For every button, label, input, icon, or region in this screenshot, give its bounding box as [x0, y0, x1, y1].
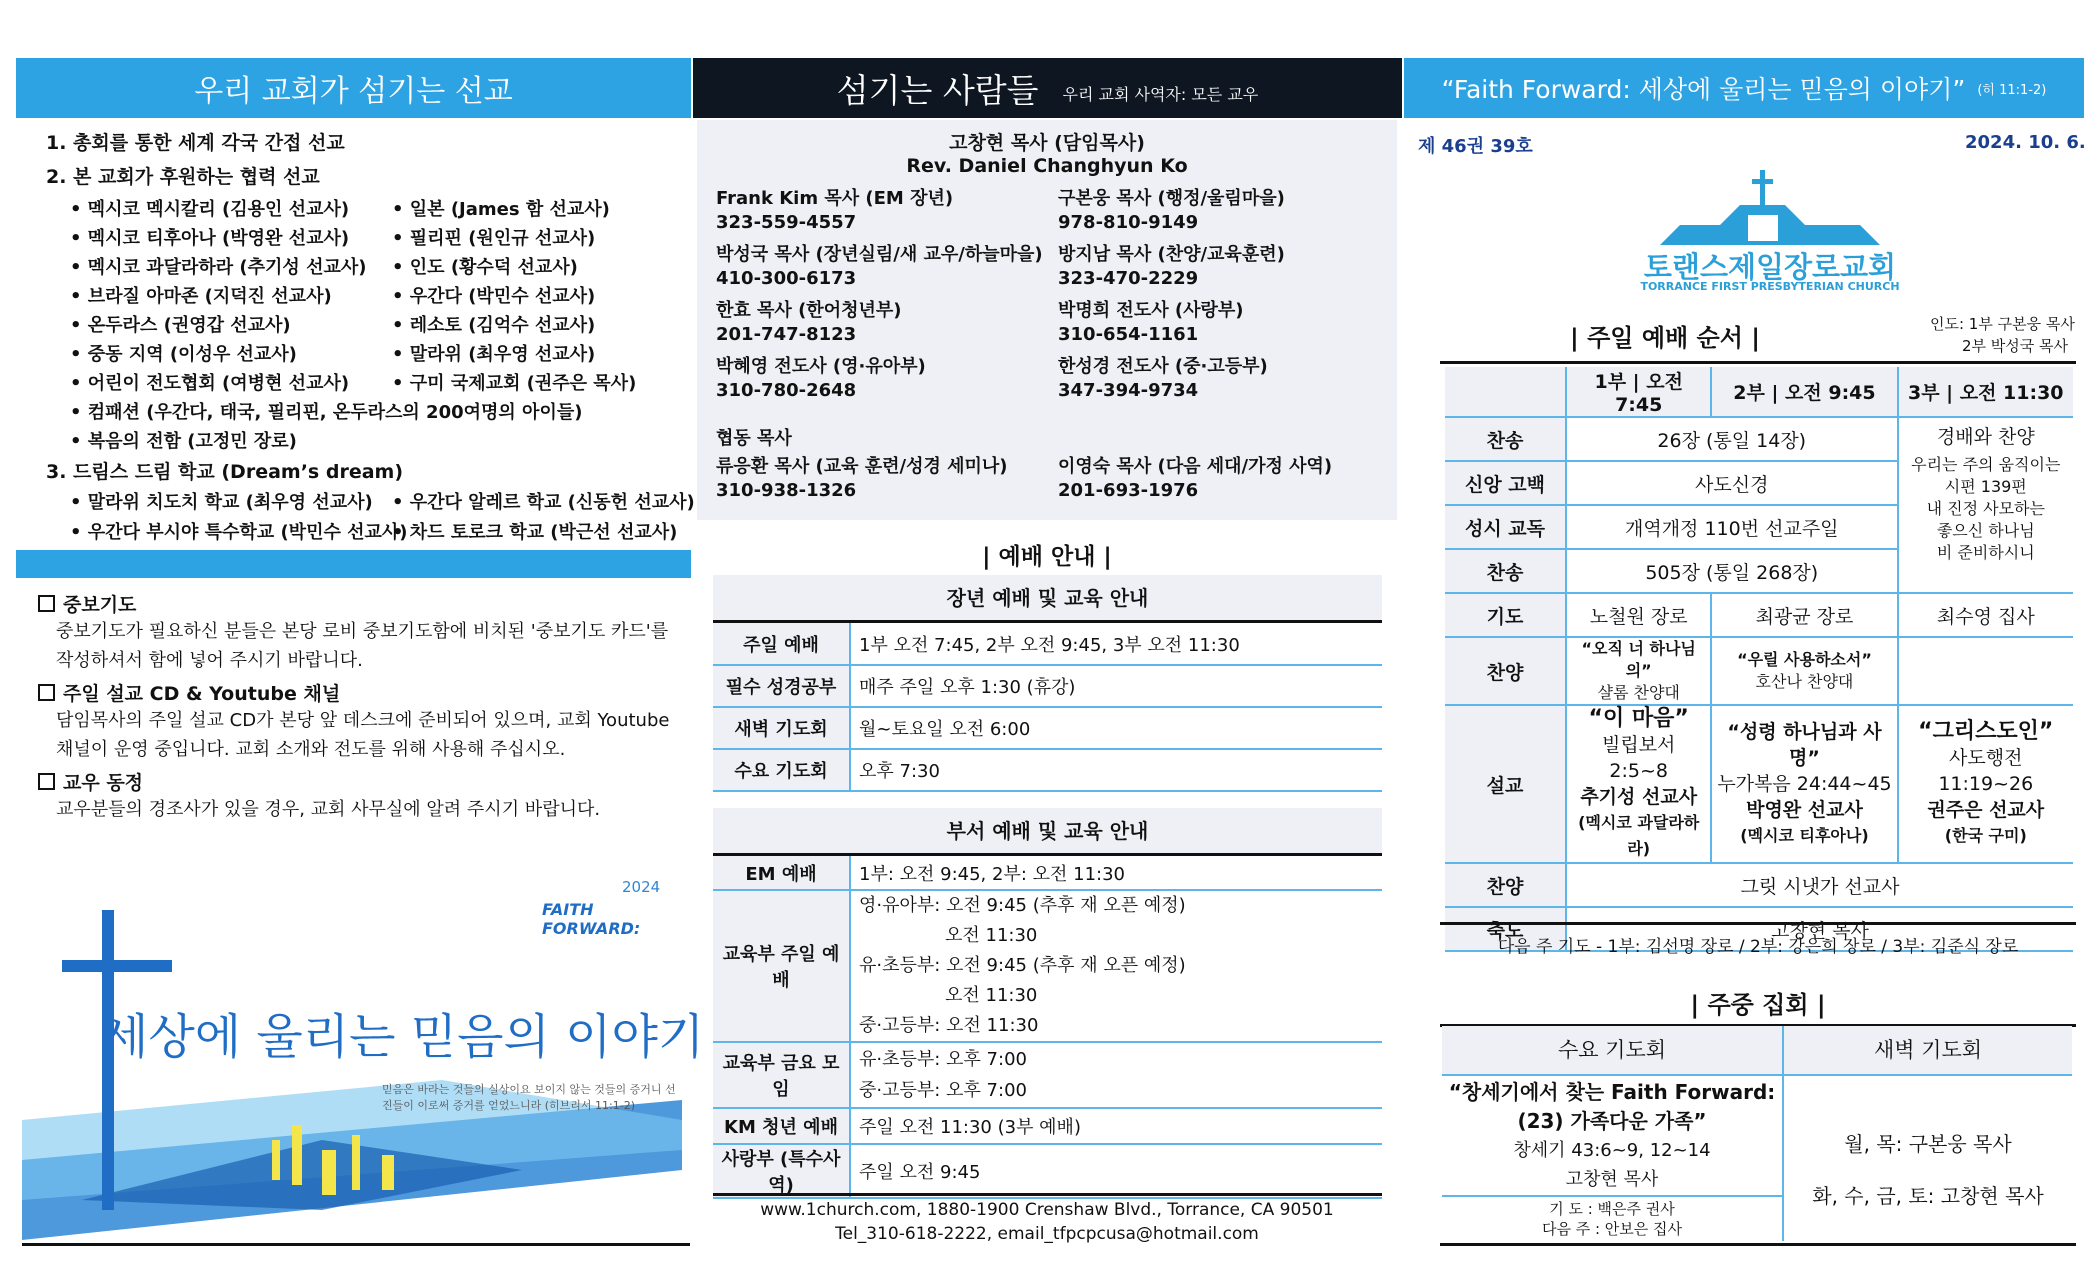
row-value: 주일 오전 9:45	[850, 1144, 1382, 1198]
row-value: 1부 오전 7:45, 2부 오전 9:45, 3부 오전 11:30	[850, 623, 1382, 665]
mission-item-compassion: • 컴패션 (우간다, 태국, 필리핀, 온두라스의 200여명의 아이들)	[70, 402, 583, 423]
promo-verse: 믿음은 바라는 것들의 실상이요 보이지 않는 것들의 증거니 선진들이 이로써 증거를 얻었느니라 (히브리서 11:1-2)	[382, 1083, 676, 1112]
table-row	[713, 856, 1382, 890]
promo-year: 2024	[622, 878, 661, 896]
row-key: 찬송	[1445, 549, 1566, 593]
dream-item: • 차드 토로크 학교 (박근선 선교사)	[392, 522, 678, 543]
row-key: 찬송	[1445, 417, 1566, 461]
col-header: 1부 | 오전 7:45	[1566, 367, 1711, 417]
staff-phone: 410-300-6173	[716, 268, 857, 289]
promo-brand: FAITH FORWARD:	[542, 900, 641, 938]
guide-title: | 예배 안내 |	[982, 544, 1112, 570]
adult-guide-header: 장년 예배 및 교육 안내	[713, 575, 1382, 623]
row-key: 신앙 고백	[1445, 461, 1566, 505]
row-value	[850, 890, 1382, 1042]
theme-header-title: “Faith Forward: 세상에 울리는 믿음의 이야기”	[1441, 75, 1966, 104]
mission-item: • 구미 국제교회 (권주은 목사)	[392, 373, 637, 394]
table-row	[713, 665, 1382, 707]
wed-preacher: 고창현 목사	[1565, 1169, 1659, 1190]
row-line: 중·고등부: 오후 7:00	[859, 1080, 1027, 1101]
row-line: 유·초등부: 오후 7:00	[859, 1049, 1027, 1070]
row-line: 오전 11:30	[945, 985, 1038, 1006]
staff-phone: 323-559-4557	[716, 212, 857, 233]
row-line: 오전 11:30	[945, 925, 1038, 946]
staff-phone: 310-938-1326	[716, 480, 857, 501]
staff-header-sub: 우리 교회 사역자: 모든 교우	[1062, 84, 1259, 104]
staff-header-title: 섬기는 사람들	[836, 70, 1039, 110]
mission-item: • 멕시코 과달라하라 (추기성 선교사)	[70, 257, 367, 278]
missions-col2	[392, 195, 636, 398]
row-key: 새벽 기도회	[713, 707, 850, 749]
notice-title-text: 교우 동정	[63, 772, 144, 794]
choir-name: 호산나 찬양대	[1755, 672, 1854, 691]
row-value: 최수영 집사	[1898, 593, 2073, 637]
checkbox-icon	[38, 595, 55, 612]
table-row	[1445, 637, 2073, 705]
row-key: 설교	[1445, 705, 1566, 863]
row-value: 505장 (통일 268장)	[1566, 549, 1898, 593]
staff-phone: 310-780-2648	[716, 380, 857, 401]
wed-next-lead: 다음 주 : 안보은 집사	[1541, 1220, 1683, 1238]
row-value: 사도신경	[1566, 461, 1898, 505]
row-key: 성시 교독	[1445, 505, 1566, 549]
table-row	[1445, 367, 2073, 417]
row-key: 축도	[1445, 907, 1566, 951]
coop-right	[1058, 452, 1332, 508]
staff-name: 구본웅 목사 (행정/울림마을)	[1058, 188, 1285, 209]
sermon-place: (한국 구미)	[1944, 826, 2027, 845]
sermon-cell	[1898, 705, 2073, 863]
staff-list-right	[1058, 184, 1285, 408]
staff-name: 한효 목사 (한어청년부)	[716, 300, 902, 321]
table-row	[1445, 417, 2073, 461]
notice-title-text: 주일 설교 CD & Youtube 채널	[63, 683, 341, 705]
row-value: 노철원 장로	[1566, 593, 1711, 637]
dream-item: • 말라위 치도치 학교 (최우영 선교사)	[70, 492, 373, 513]
third-service-line: 비 준비하시니	[1936, 543, 2035, 562]
mission-item: • 일본 (James 함 선교사)	[392, 199, 610, 220]
row-key: 교육부 금요 모임	[713, 1042, 850, 1108]
section-divider	[16, 550, 691, 578]
senior-pastor: 고창현 목사 (담임목사)	[949, 132, 1145, 154]
church-name-kr: 토랜스제일장로교회	[1643, 250, 1897, 284]
missions-header-title: 우리 교회가 섬기는 선교	[194, 74, 513, 109]
notice-text: 중보기도가 필요하신 분들은 본당 로비 중보기도함에 비치된 '중보기도 카드'를 작성하셔서 함에 넣어 주시기 바랍니다.	[56, 621, 669, 671]
missions-col1	[70, 195, 366, 398]
choir-song: “우릴 사용하소서”	[1737, 650, 1872, 669]
row-value	[1711, 637, 1897, 705]
mission-item: • 레소토 (김억수 선교사)	[392, 315, 596, 336]
mission-item: • 인도 (황수덕 선교사)	[392, 257, 578, 278]
sermon-preacher: 추기성 선교사	[1580, 786, 1698, 808]
staff-phone: 201-747-8123	[716, 324, 857, 345]
missions-h2: 2. 본 교회가 후원하는 협력 선교	[46, 166, 320, 188]
sermon-ref: 누가복음 24:44~45	[1717, 773, 1892, 795]
mission-item: • 필리핀 (원인규 선교사)	[392, 228, 596, 249]
third-service-line: 우리는 주의 움직이는	[1911, 455, 2061, 474]
order-bottom-rule	[1440, 922, 2076, 925]
bulletin-date: 2024. 10. 6.	[1965, 132, 2086, 153]
row-value: 주일 오전 11:30 (3부 예배)	[850, 1108, 1382, 1144]
sermon-cell	[1711, 705, 1897, 863]
right-bottom-rule	[1440, 1243, 2076, 1246]
wed-inner-rule	[1442, 1195, 1782, 1197]
table-row	[713, 890, 1382, 1042]
row-value: 월~토요일 오전 6:00	[850, 707, 1382, 749]
missions-header	[16, 58, 691, 118]
mission-item: • 중동 지역 (이성우 선교사)	[70, 344, 297, 365]
row-value: 오후 7:30	[850, 749, 1382, 791]
row-line: 중·고등부: 오전 11:30	[859, 1015, 1039, 1036]
sermon-title: “성령 하나님과 사명”	[1727, 721, 1882, 769]
sermon-preacher: 박영완 선교사	[1746, 799, 1863, 821]
mission-item: • 어린이 전도협회 (여병현 선교사)	[70, 373, 350, 394]
mission-item: • 말라위 (최우영 선교사)	[392, 344, 596, 365]
staff-name: 박명희 전도사 (사랑부)	[1058, 300, 1244, 321]
worship-leader-1: 인도: 1부 구본웅 목사	[1930, 315, 2075, 333]
mission-item: • 멕시코 티후아나 (박영완 선교사)	[70, 228, 350, 249]
notice-title	[38, 590, 678, 617]
row-key: 필수 성경공부	[713, 665, 850, 707]
promo-slogan: 세상에 울리는 믿음의 이야기	[102, 1009, 705, 1065]
wed-prayer-leads	[1442, 1199, 1782, 1239]
worship-leader-2: 2부 박성국 목사	[1962, 337, 2069, 355]
row-key: 기도	[1445, 593, 1566, 637]
sermon-preacher: 권주은 선교사	[1927, 799, 2045, 821]
church-name-en: TORRANCE FIRST PRESBYTERIAN CHURCH	[1640, 280, 1900, 293]
order-top-rule	[1440, 361, 2076, 364]
staff-phone: 201-693-1976	[1058, 480, 1199, 501]
row-key: KM 청년 예배	[713, 1108, 850, 1144]
staff-name: 이영숙 목사 (다음 세대/가정 사역)	[1058, 456, 1333, 477]
staff-phone: 310-654-1161	[1058, 324, 1199, 345]
wed-sermon-title: “창세기에서 찾는 Faith Forward:	[1448, 1080, 1776, 1104]
mission-item: • 우간다 (박민수 선교사)	[392, 286, 596, 307]
notices	[38, 590, 678, 824]
row-value: 매주 주일 오후 1:30 (휴강)	[850, 665, 1382, 707]
senior-pastor-en: Rev. Daniel Changhyun Ko	[906, 155, 1188, 177]
wed-sermon-ref: 창세기 43:6~9, 12~14	[1513, 1140, 1711, 1161]
third-service-title: 경배와 찬양	[1936, 426, 2035, 448]
row-key: 찬양	[1445, 863, 1566, 907]
sermon-cell	[1566, 705, 1711, 863]
table-row	[1445, 705, 2073, 863]
row-value	[1566, 637, 1711, 705]
faith-forward-artwork	[22, 870, 705, 1240]
table-row	[713, 1108, 1382, 1144]
wed-prayer-header: 수요 기도회	[1442, 1026, 1784, 1076]
third-service-line: 시편 139편	[1944, 477, 2027, 496]
table-row	[713, 1144, 1382, 1198]
sermon-ref: 빌립보서 2:5~8	[1601, 734, 1676, 782]
order-table	[1445, 367, 2073, 952]
church-contact: Tel_310-618-2222, email_tfpcpcusa@hotmail.com	[835, 1224, 1259, 1244]
notice-title	[38, 679, 678, 706]
sermon-place: (멕시코 과달라하라)	[1578, 813, 1700, 858]
sermon-title: “그리스도인”	[1918, 719, 2054, 744]
row-value: 26장 (통일 14장)	[1566, 417, 1898, 461]
row-value: 그릿 시냇가 선교사	[1566, 863, 2073, 907]
col-header: 2부 | 오전 9:45	[1711, 367, 1897, 417]
missions-h3: 3. 드림스 드림 학교 (Dream’s dream)	[46, 461, 404, 483]
wed-prayer-body	[1442, 1078, 1782, 1194]
church-address: www.1church.com, 1880-1900 Crenshaw Blvd., Torrance, CA 90501	[760, 1200, 1334, 1220]
staff-name: 류응환 목사 (교육 훈련/성경 세미나)	[716, 456, 1008, 477]
dawn-schedule: 월, 목: 구본웅 목사	[1844, 1132, 2012, 1156]
third-service-line: 좋으신 하나님	[1936, 521, 2035, 540]
notice-text: 담임목사의 주일 설교 CD가 본당 앞 데스크에 준비되어 있으며, 교회 Youtube 채널이 운영 중입니다. 교회 소개와 전도를 위해 사용해 주십시오.	[56, 710, 670, 760]
dept-guide-header: 부서 예배 및 교육 안내	[713, 808, 1382, 856]
bulletin-volume: 제 46권 39호	[1418, 136, 1533, 157]
adult-guide-table	[713, 623, 1382, 792]
theme-header-verse: (히 11:1-2)	[1977, 82, 2047, 98]
dept-guide-table	[713, 856, 1382, 1199]
coop-left	[716, 452, 1008, 508]
mission-item: • 온두라스 (권영갑 선교사)	[70, 315, 291, 336]
choir-song: “오직 너 하나님의”	[1581, 639, 1696, 680]
row-line: 영·유아부: 오전 9:45 (추후 재 오픈 예정)	[859, 895, 1186, 916]
row-key: 사랑부 (특수사역)	[713, 1144, 850, 1198]
order-title: | 주일 예배 순서 |	[1569, 324, 1761, 352]
third-service-line: 내 진정 사모하는	[1926, 499, 2045, 518]
blank-cell	[1898, 637, 2073, 705]
staff-name: Frank Kim 목사 (EM 장년)	[716, 188, 954, 209]
row-key: 찬양	[1445, 637, 1566, 705]
staff-name: 한성경 전도사 (중·고등부)	[1058, 356, 1268, 377]
sermon-ref: 사도행전 11:19~26	[1938, 747, 2034, 795]
row-key: 수요 기도회	[713, 749, 850, 791]
staff-name: 방지남 목사 (찬양/교육훈련)	[1058, 244, 1285, 265]
coop-title: 협동 목사	[716, 428, 792, 449]
row-key: 교육부 주일 예배	[713, 890, 850, 1042]
col-header: 3부 | 오전 11:30	[1898, 367, 2073, 417]
table-row	[713, 1042, 1382, 1108]
wed-sermon-title: (23) 가족다운 가족”	[1517, 1109, 1707, 1133]
staff-phone: 323-470-2229	[1058, 268, 1199, 289]
wed-prayer-lead: 기 도 : 백은주 권사	[1549, 1200, 1675, 1218]
table-row	[713, 749, 1382, 791]
church-logo	[1620, 165, 1920, 285]
sermon-place: (멕시코 티후아나)	[1740, 826, 1869, 845]
dawn-schedule: 화, 수, 금, 토: 고창현 목사	[1812, 1184, 2044, 1208]
table-row	[1445, 593, 2073, 637]
dream-item: • 우간다 부시야 특수학교 (박민수 선교사)	[70, 522, 408, 543]
table-row	[1445, 863, 2073, 907]
staff-list-left	[716, 184, 1043, 408]
row-key: 주일 예배	[713, 623, 850, 665]
notice-text: 교우분들의 경조사가 있을 경우, 교회 사무실에 알려 주시기 바랍니다.	[56, 799, 601, 820]
mission-item: • 브라질 아마존 (지덕진 선교사)	[70, 286, 332, 307]
weekly-meetings-title: | 주중 집회 |	[1690, 991, 1826, 1019]
checkbox-icon	[38, 773, 55, 790]
dawn-prayer-body	[1784, 1118, 2072, 1222]
missions-h1: 1. 총회를 통한 세계 각국 간접 선교	[46, 132, 345, 154]
guide-bottom-rule	[713, 1193, 1382, 1196]
notice-title	[38, 768, 678, 795]
theme-header	[1404, 58, 2084, 118]
staff-phone: 347-394-9734	[1058, 380, 1199, 401]
sermon-title: “이 마음”	[1588, 706, 1689, 731]
dream-item: • 우간다 알레르 학교 (신동헌 선교사)	[392, 492, 695, 513]
row-value	[850, 1042, 1382, 1108]
row-value: 최광균 장로	[1711, 593, 1897, 637]
staff-name: 박성국 목사 (장년실림/새 교우/하늘마을)	[716, 244, 1043, 265]
dawn-prayer-header: 새벽 기도회	[1784, 1026, 2072, 1076]
row-value: 고창현 목사	[1566, 907, 2073, 951]
row-value: 개역개정 110번 선교주일	[1566, 505, 1898, 549]
choir-name: 샬롬 찬양대	[1597, 683, 1680, 702]
staff-name: 박혜영 전도사 (영·유아부)	[716, 356, 926, 377]
staff-header	[693, 58, 1402, 118]
checkbox-icon	[38, 684, 55, 701]
mission-item: • 멕시코 멕시칼리 (김용인 선교사)	[70, 199, 350, 220]
mission-item-gospel: • 복음의 전함 (고정민 장로)	[70, 431, 297, 452]
next-week-prayer: 다음 주 기도 - 1부: 김선명 장로 / 2부: 강은희 장로 / 3부: 김준식 장로	[1497, 937, 2019, 957]
table-row	[713, 623, 1382, 665]
row-value: 1부: 오전 9:45, 2부: 오전 11:30	[850, 856, 1382, 890]
third-service-cell	[1898, 417, 2073, 593]
notice-title-text: 중보기도	[63, 594, 137, 616]
staff-phone: 978-810-9149	[1058, 212, 1199, 233]
row-line: 유·초등부: 오전 9:45 (추후 재 오픈 예정)	[859, 955, 1186, 976]
table-row	[713, 707, 1382, 749]
blank-cell	[1445, 367, 1566, 417]
left-bottom-rule	[22, 1243, 690, 1246]
row-key: EM 예배	[713, 856, 850, 890]
